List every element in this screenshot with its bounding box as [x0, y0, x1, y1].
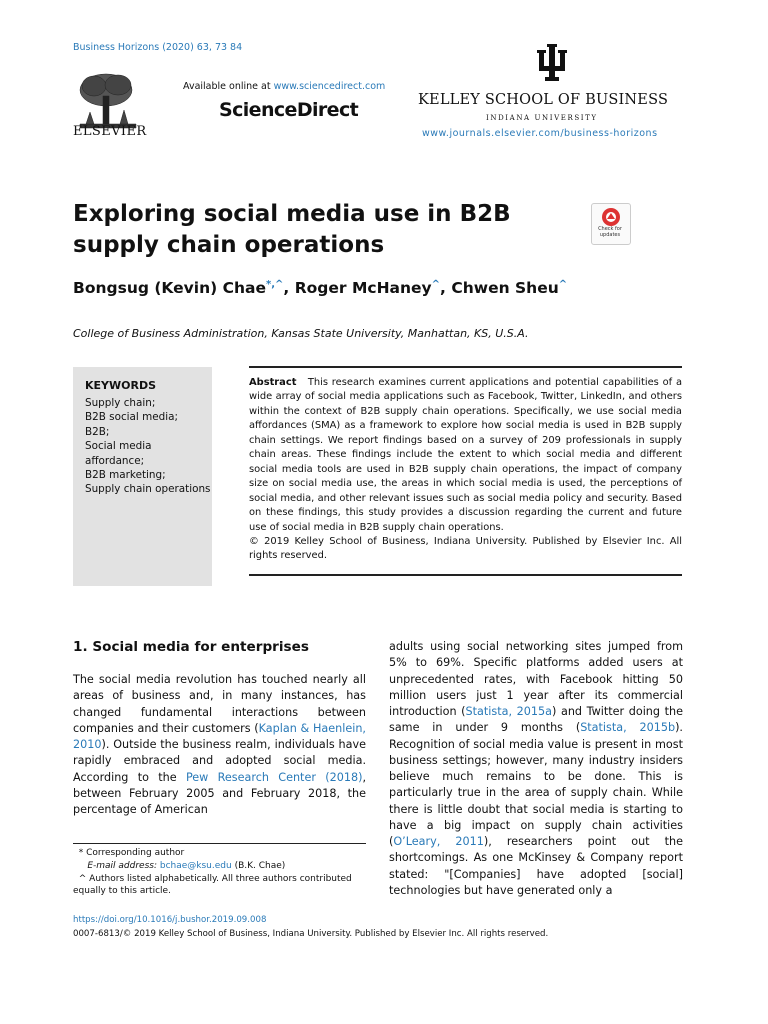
check-updates-label: Check for updates — [598, 226, 622, 238]
author-list: Bongsug (Kevin) Chae*,^, Roger McHaney^, Chwen Sheu^ — [73, 279, 568, 298]
body-text: , between February 2005 and February 2018, the percentage of American — [73, 770, 367, 816]
available-online-label: Available online at — [183, 81, 271, 92]
author-marks[interactable]: ^ — [431, 279, 441, 290]
citation-link[interactable]: Kaplan & Haenlein, 2010 — [73, 721, 366, 751]
body-text: ). Outside the business realm, individuals have rapidly embraced and adopted social media. According to the — [73, 738, 366, 784]
publisher-wordmark: ELSEVIER — [73, 124, 147, 139]
keyword-item: B2B social media; — [85, 411, 178, 424]
check-updates-icon — [592, 204, 630, 228]
sciencedirect-wordmark: ScienceDirect — [219, 99, 359, 121]
section-heading: 1. Social media for enterprises — [73, 639, 309, 655]
author-name[interactable]: Roger McHaney — [294, 279, 432, 298]
footnote-text: Corresponding author — [86, 848, 185, 858]
email-link[interactable]: bchae@ksu.edu — [159, 860, 232, 871]
citation-link[interactable]: Statista, 2015a — [465, 705, 552, 718]
body-text: The social media revolution has touched nearly all areas of business and, in many instances, has changed fundamental interactions between companies and their customers ( — [73, 673, 366, 735]
issn-copyright: 0007-6813/© 2019 Kelley School of Business, Indiana University. Published by Elsevier Inc. All rights reserved. — [73, 929, 549, 939]
keyword-item: B2B marketing; — [85, 469, 166, 482]
footnote-text: Authors listed alphabetically. All three authors contributed equally to this article. — [73, 873, 352, 897]
body-text: ) and Twitter doing the same in under 9 months ( — [389, 705, 683, 735]
author-name[interactable]: Bongsug (Kevin) Chae — [73, 279, 266, 298]
footnote-email — [73, 860, 366, 873]
footnote-mark: * — [78, 848, 84, 858]
email-suffix: (B.K. Chae) — [234, 860, 286, 871]
available-online-text — [183, 81, 385, 92]
citation-link[interactable]: Statista, 2015b — [580, 721, 676, 735]
abstract-text: This research examines current applications and potential capabilities of a wide array of social media applications such as Facebook, Twitter, LinkedIn, and others within the context of B2B supply chain operations. Specifically, we use social media affordances (SMA) as a framework to explore how social media is used in B2B supply chain settings. We report findings based on a survey of 209 professionals in supply chain areas. These findings include the extent to which social media and different social media tools are used in B2B supply chain operations, the impact of company size on social media use, the areas in which social media is used, the perceptions of social media, and other relevant issues such as social media policy and security. Based on these findings, this study provides a discussion regarding the current and future use of social media in B2B supply chain operations. — [249, 377, 682, 533]
keywords-list — [85, 396, 215, 497]
body-text: ), researchers point out the shortcomings. As one McKinsey & Company report stated: "[Companies] have adopted [social] technologies but have generated only a — [389, 835, 683, 897]
abstract — [249, 376, 682, 564]
keyword-item: B2B; — [85, 425, 110, 438]
sciencedirect-link[interactable]: www.sciencedirect.com — [273, 81, 386, 92]
body-text: adults using social networking sites jumped from 5% to 69%. Specific platforms added users at unprecedented rates, with Facebook hitting 50 million users just 1 year after its commercial introduction ( — [389, 640, 683, 718]
keyword-item: affordance; — [85, 454, 145, 467]
author-name[interactable]: Chwen Sheu — [451, 279, 559, 298]
iu-trident-logo — [535, 44, 569, 82]
abstract-bottom-rule — [249, 574, 682, 576]
footnote-rule — [73, 843, 366, 844]
check-for-updates-badge[interactable] — [591, 203, 631, 245]
abstract-label: Abstract — [249, 377, 297, 388]
keyword-item: Social media — [85, 440, 152, 453]
footnote-alphabetical — [73, 873, 366, 899]
doi-link[interactable]: https://doi.org/10.1016/j.bushor.2019.09.008 — [73, 915, 267, 925]
citation-link[interactable]: Pew Research Center (2018) — [185, 770, 363, 784]
body-text: ). Recognition of social media value is present in most business settings; however, many industry insiders believe much remains to be done. This is particularly true in the area of supply chain. While there is little doubt that social media is starting to have a big impact on supply chain activities ( — [389, 721, 683, 848]
affiliation: College of Business Administration, Kansas State University, Manhattan, KS, U.S.A. — [73, 327, 529, 340]
citation-link[interactable]: O’Leary, 2011 — [393, 835, 484, 848]
abstract-top-rule — [249, 366, 682, 368]
email-label: E-mail address: — [87, 860, 157, 871]
body-column-right — [389, 639, 683, 899]
author-marks[interactable]: ^ — [558, 279, 568, 290]
school-name: KELLEY SCHOOL OF BUSINESS — [418, 92, 669, 108]
university-name: INDIANA UNIVERSITY — [486, 114, 598, 122]
body-column-left — [73, 672, 366, 818]
footnotes — [73, 847, 366, 898]
abstract-copyright: © 2019 Kelley School of Business, Indiana University. Published by Elsevier Inc. All rights reserved. — [249, 535, 682, 562]
footnote-mark: ^ — [78, 873, 87, 884]
keywords-heading: KEYWORDS — [85, 379, 157, 392]
journal-reference[interactable]: Business Horizons (2020) 63, 73 84 — [73, 42, 243, 53]
footnote-corresponding — [73, 847, 366, 860]
keyword-item: Supply chain; — [85, 397, 156, 409]
keyword-item: Supply chain operations — [85, 483, 211, 496]
journal-url-link[interactable]: www.journals.elsevier.com/business-horizons — [422, 128, 658, 139]
article-title: Exploring social media use in B2B supply chain operations — [73, 201, 511, 258]
author-marks[interactable]: *,^ — [266, 279, 284, 290]
